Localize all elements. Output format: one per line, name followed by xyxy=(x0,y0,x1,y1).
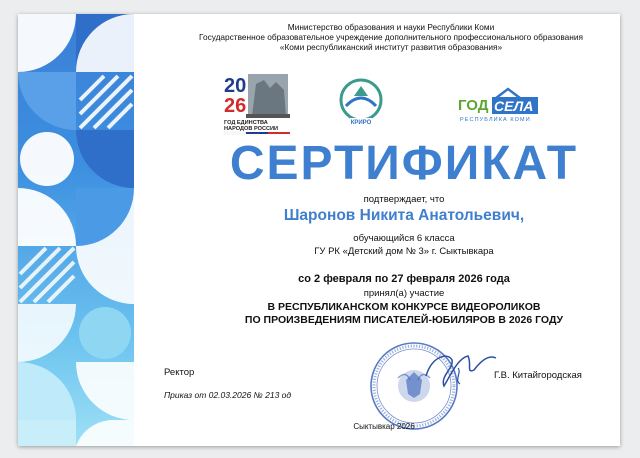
school-text: ГУ РК «Детский дом № 3» г. Сыктывкара xyxy=(314,246,494,257)
grade-text: обучающийся 6 класса xyxy=(353,233,455,244)
recipient-name: Шаронов Никита Анатольевич, xyxy=(283,207,525,224)
signatory-name: Г.В. Китайгородская xyxy=(494,370,582,381)
certificate-title: СЕРТИФИКАТ xyxy=(229,137,579,190)
year-of-village-logo xyxy=(456,86,556,126)
selo-subtitle: РЕСПУБЛИКА КОМИ xyxy=(460,117,531,123)
header-institute-name: «Коми республиканский институт развития образования» xyxy=(279,42,503,52)
unity-year-bottom: 26 xyxy=(224,95,247,117)
header-ministry: Министерство образования и науки Республики Коми xyxy=(287,22,495,32)
unity-caption-1: ГОД ЕДИНСТВА xyxy=(224,120,268,126)
decorative-band xyxy=(18,14,134,446)
contest-period: со 2 февраля по 27 февраля 2026 года xyxy=(298,273,510,285)
contest-name-line-2: ПО ПРОИЗВЕДЕНИЯМ ПИСАТЕЛЕЙ-ЮБИЛЯРОВ В 2026 ГОДУ xyxy=(244,314,564,326)
rector-label: Ректор xyxy=(164,367,195,378)
contest-name-line-1: В РЕСПУБЛИКАНСКОМ КОНКУРСЕ ВИДЕОРОЛИКОВ xyxy=(267,301,541,313)
selo-sela: СЕЛА xyxy=(494,98,534,114)
year-of-unity-logo xyxy=(222,66,292,136)
participated-text: принял(а) участие xyxy=(363,288,445,299)
rector-signature xyxy=(418,346,504,394)
kriro-logo xyxy=(336,76,386,126)
order-reference: Приказ от 02.03.2026 № 213 од xyxy=(164,390,292,400)
kriro-caption: КРИРО xyxy=(350,120,372,126)
selo-god: ГОД xyxy=(458,97,489,114)
certificate-sheet xyxy=(18,14,620,446)
confirms-text: подтверждает, что xyxy=(363,194,445,205)
unity-year-top: 20 xyxy=(224,75,247,97)
unity-caption-2: НАРОДОВ РОССИИ xyxy=(224,126,279,132)
place-and-year: Сыктывкар 2026 xyxy=(353,422,415,431)
geometric-pattern xyxy=(18,14,134,446)
header-institution: Государственное образовательное учреждение дополнительного профессионального образования xyxy=(199,32,583,42)
